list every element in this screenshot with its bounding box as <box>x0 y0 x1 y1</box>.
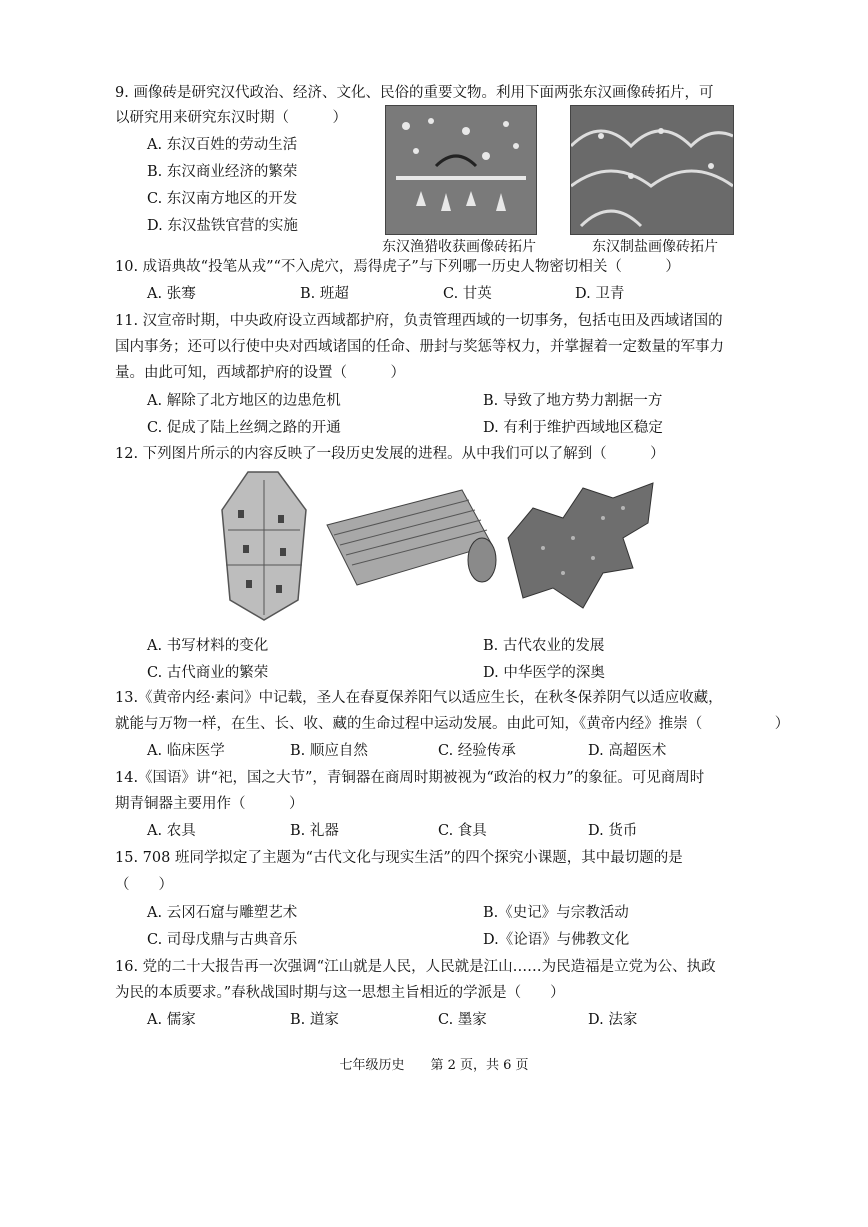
q11-stem-line3: 量。由此可知，西域都护府的设置（ ） <box>115 365 405 381</box>
q9-stem-line1: 9. 画像砖是研究汉代政治、经济、文化、民俗的重要文物。利用下面两张东汉画像砖拓片，可 <box>115 85 714 101</box>
q10-option-b[interactable]: B. 班超 <box>300 286 349 302</box>
caption-salt-brick: 东汉制盐画像砖拓片 <box>592 239 718 255</box>
paper-fragment-image <box>503 478 658 613</box>
q12-option-a[interactable]: A. 书写材料的变化 <box>147 638 269 654</box>
q10-option-a[interactable]: A. 张骞 <box>147 286 196 302</box>
q9-option-a[interactable]: A. 东汉百姓的劳动生活 <box>147 137 298 153</box>
q16-option-b[interactable]: B. 道家 <box>290 1012 339 1028</box>
q11-option-c[interactable]: C. 促成了陆上丝绸之路的开通 <box>147 420 341 436</box>
q11-option-b[interactable]: B. 导致了地方势力割据一方 <box>483 393 663 409</box>
q15-option-d[interactable]: D.《论语》与佛教文化 <box>483 932 630 948</box>
q14-option-b[interactable]: B. 礼器 <box>290 823 339 839</box>
q11-stem-line1: 11. 汉宣帝时期，中央政府设立西域都护府，负责管理西域的一切事务，包括屯田及西域诸国的 <box>115 313 723 329</box>
hunting-harvest-brick-rubbing <box>385 105 537 235</box>
q10-stem: 10. 成语典故“投笔从戎”“不入虎穴，焉得虎子”与下列哪一历史人物密切相关（ ） <box>115 259 680 275</box>
q12-option-d[interactable]: D. 中华医学的深奥 <box>483 665 605 681</box>
q13-option-c[interactable]: C. 经验传承 <box>438 743 516 759</box>
q15-stem-line2: （ ） <box>115 877 173 893</box>
q16-option-c[interactable]: C. 墨家 <box>438 1012 487 1028</box>
q16-stem-line1: 16. 党的二十大报告再一次强调“江山就是人民，人民就是江山……为民造福是立党为公、执政 <box>115 959 716 975</box>
oracle-bone-image <box>218 470 310 622</box>
q12-option-c[interactable]: C. 古代商业的繁荣 <box>147 665 269 681</box>
q10-option-d[interactable]: D. 卫青 <box>575 286 625 302</box>
q14-stem-line1: 14.《国语》讲“祀，国之大节”，青铜器在商周时期被视为“政治的权力”的象征。可见商周时 <box>115 770 705 786</box>
q15-option-c[interactable]: C. 司母戊鼎与古典音乐 <box>147 932 298 948</box>
bamboo-slips-image <box>322 485 497 605</box>
caption-hunting-brick: 东汉渔猎收获画像砖拓片 <box>382 239 536 255</box>
q14-option-a[interactable]: A. 农具 <box>147 823 196 839</box>
q15-stem-line1: 15. 708 班同学拟定了主题为“古代文化与现实生活”的四个探究小课题，其中最切题的是 <box>115 850 683 866</box>
q11-option-a[interactable]: A. 解除了北方地区的边患危机 <box>147 393 341 409</box>
q12-option-b[interactable]: B. 古代农业的发展 <box>483 638 605 654</box>
q13-option-a[interactable]: A. 临床医学 <box>147 743 225 759</box>
page-footer: 七年级历史 第 2 页，共 6 页 <box>339 1058 529 1073</box>
q9-stem-line2: 以研究用来研究东汉时期（ ） <box>115 110 347 126</box>
q11-stem-line2: 国内事务；还可以行使中央对西域诸国的任命、册封与奖惩等权力，并掌握着一定数量的军事力 <box>115 339 724 355</box>
q13-stem-line2: 就能与万物一样，在生、长、收、藏的生命过程中运动发展。由此可知，《黄帝内经》推崇（ ） <box>115 716 790 732</box>
q13-option-d[interactable]: D. 高超医术 <box>588 743 667 759</box>
q14-option-d[interactable]: D. 货币 <box>588 823 638 839</box>
q15-option-a[interactable]: A. 云冈石窟与雕塑艺术 <box>147 905 298 921</box>
q13-option-b[interactable]: B. 顺应自然 <box>290 743 368 759</box>
q11-option-d[interactable]: D. 有利于维护西域地区稳定 <box>483 420 663 436</box>
q16-option-d[interactable]: D. 法家 <box>588 1012 638 1028</box>
q9-option-c[interactable]: C. 东汉南方地区的开发 <box>147 191 298 207</box>
salt-making-brick-rubbing <box>570 105 734 235</box>
q9-option-d[interactable]: D. 东汉盐铁官营的实施 <box>147 218 298 234</box>
q16-stem-line2: 为民的本质要求。”春秋战国时期与这一思想主旨相近的学派是（ ） <box>115 985 565 1001</box>
q9-option-b[interactable]: B. 东汉商业经济的繁荣 <box>147 164 298 180</box>
q13-stem-line1: 13.《黄帝内经·素问》中记载，圣人在春夏保养阳气以适应生长，在秋冬保养阴气以适应收藏， <box>115 690 723 706</box>
q12-stem: 12. 下列图片所示的内容反映了一段历史发展的进程。从中我们可以了解到（ ） <box>115 446 665 462</box>
q14-stem-line2: 期青铜器主要用作（ ） <box>115 796 304 812</box>
q16-option-a[interactable]: A. 儒家 <box>147 1012 196 1028</box>
q15-option-b[interactable]: B.《史记》与宗教活动 <box>483 905 629 921</box>
q14-option-c[interactable]: C. 食具 <box>438 823 487 839</box>
q10-option-c[interactable]: C. 甘英 <box>443 286 492 302</box>
